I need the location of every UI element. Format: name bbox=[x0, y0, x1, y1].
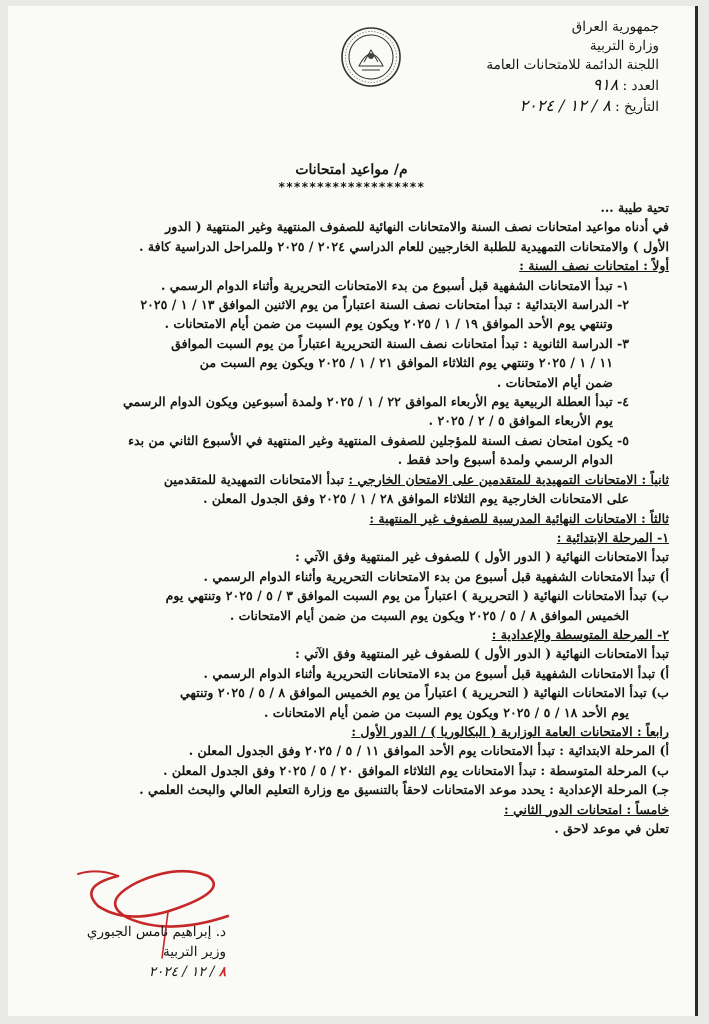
intro-line-1: في أدناه مواعيد امتحانات نصف السنة والامتحانات النهائية للصفوف المنتهية وغير المنتهية ( الدور bbox=[165, 219, 669, 235]
header-ministry: وزارة التربية bbox=[589, 38, 659, 54]
date-value: ٨ / ١٢ / ٢٠٢٤ bbox=[519, 96, 611, 115]
ministry-seal-icon bbox=[340, 26, 402, 88]
signature-block bbox=[76, 922, 226, 982]
section-3-1-a: أ) تبدأ الامتحانات الشفهية قبل أسبوع من بدء الامتحانات التحريرية وأثناء الدوام الرسمي . bbox=[203, 568, 669, 584]
section-2-line-1 bbox=[28, 470, 669, 489]
section-2-line-2: على الامتحانات الخارجية يوم الثلاثاء الموافق ٢٨ / ١ / ٢٠٢٥ وفق الجدول المعلن . bbox=[203, 491, 629, 507]
header-date bbox=[486, 96, 659, 117]
section-2-text: تبدأ الامتحانات التمهيدية للمتقدمين bbox=[163, 471, 344, 487]
section-1-item-4a: ٤- تبدأ العطلة الربيعية يوم الأربعاء الموافق ٢٢ / ١ / ٢٠٢٥ ولمدة أسبوعين ويكون الدوام الرسمي bbox=[123, 394, 629, 410]
header-committee: اللجنة الدائمة للامتحانات العامة bbox=[486, 57, 659, 73]
intro-line-2: الأول ) والامتحانات التمهيدية للطلبة الخارجيين للعام الدراسي ٢٠٢٤ / ٢٠٢٥ وللمراحل الدراسية كافة . bbox=[139, 238, 669, 254]
section-1-item-4b: يوم الأربعاء الموافق ٥ / ٢ / ٢٠٢٥ . bbox=[428, 413, 613, 429]
subject-title: م/ مواعيد امتحانات bbox=[295, 162, 408, 178]
document-page bbox=[8, 6, 698, 1016]
section-3-1-title: ١- المرحلة الابتدائية : bbox=[556, 529, 669, 545]
date-label: التأريخ : bbox=[615, 99, 659, 115]
section-3-2-intro: تبدأ الامتحانات النهائية ( الدور الأول ) للصفوف غير المنتهية وفق الآتي : bbox=[295, 646, 669, 662]
section-3-2-a: أ) تبدأ الامتحانات الشفهية قبل أسبوع من بدء الامتحانات التحريرية وأثناء الدوام الرسمي . bbox=[203, 665, 669, 681]
section-3-2-b1: ب) تبدأ الامتحانات النهائية ( التحريرية ) اعتباراً من يوم الخميس الموافق ٨ / ٥ / ٢٠٢٥ وتنتهي bbox=[179, 685, 669, 701]
letter-body bbox=[28, 198, 669, 838]
greeting: تحية طيبة ... bbox=[600, 200, 669, 215]
section-1-title: أولاً : امتحانات نصف السنة : bbox=[519, 258, 669, 274]
signer-name: د. إبراهيم نامس الجبوري bbox=[86, 924, 226, 940]
section-1-item-5a: ٥- يكون امتحان نصف السنة للمؤجلين للصفوف المنتهية وغير المنتهية في الأسبوع الثاني من بدء bbox=[128, 432, 629, 448]
header-country: جمهورية العراق bbox=[571, 19, 659, 35]
section-1-item-5b: الدوام الرسمي ولمدة أسبوع واحد فقط . bbox=[397, 452, 613, 468]
section-3-1-b2: الخميس الموافق ٨ / ٥ / ٢٠٢٥ ويكون يوم السبت من ضمن أيام الامتحانات . bbox=[229, 607, 629, 623]
section-4-title: رابعاً : الامتحانات العامة الوزارية ( البكالوريا ) / الدور الأول : bbox=[351, 723, 669, 739]
subject-stars: ******************* bbox=[278, 180, 425, 194]
signer-title: وزير التربية bbox=[163, 944, 226, 960]
section-5-title: خامساً : امتحانات الدور الثاني : bbox=[504, 801, 669, 817]
section-3-1-b1: ب) تبدأ الامتحانات النهائية ( التحريرية ) اعتباراً من يوم السبت الموافق ٣ / ٥ / ٢٠٢٥ وتنتهي يوم bbox=[165, 588, 669, 604]
number-label: العدد : bbox=[622, 78, 659, 94]
section-1-item-2a: ٢- الدراسة الابتدائية : تبدأ امتحانات نصف السنة اعتباراً من يوم الاثنين الموافق ١٣ / ١ / ٢٠٢٥ bbox=[140, 297, 629, 313]
section-1-item-2b: وتنتهي يوم الأحد الموافق ١٩ / ١ / ٢٠٢٥ ويكون يوم السبت من ضمن أيام الامتحانات . bbox=[164, 316, 613, 332]
section-3-2-title: ٢- المرحلة المتوسطة والإعدادية : bbox=[491, 626, 669, 642]
signature-date-day: ٨ bbox=[218, 964, 226, 980]
section-4-b: ب) المرحلة المتوسطة : تبدأ الامتحانات يوم الثلاثاء الموافق ٢٠ / ٥ / ٢٠٢٥ وفق الجدول المعلن . bbox=[163, 762, 669, 778]
section-4-a: أ) المرحلة الابتدائية : تبدأ الامتحانات يوم الأحد الموافق ١١ / ٥ / ٢٠٢٥ وفق الجدول المعلن . bbox=[188, 743, 669, 759]
header-number bbox=[486, 75, 659, 96]
section-4-c: جـ) المرحلة الإعدادية : يحدد موعد الامتحانات لاحقاً بالتنسيق مع وزارة التعليم العالي والبحث العلمي . bbox=[139, 782, 669, 798]
section-1-item-3c: ضمن أيام الامتحانات . bbox=[496, 374, 613, 390]
section-1-item-1: ١- تبدأ الامتحانات الشفهية قبل أسبوع من بدء الامتحانات التحريرية وأثناء الدوام الرسمي . bbox=[161, 277, 629, 293]
signature-date-rest: / ١٢ / ٢٠٢٤ bbox=[148, 964, 215, 980]
section-1-item-3b: ١١ / ١ / ٢٠٢٥ وتنتهي يوم الثلاثاء الموافق ٢١ / ١ / ٢٠٢٥ ويكون يوم السبت من bbox=[199, 355, 613, 371]
section-5-text: تعلن في موعد لاحق . bbox=[554, 821, 669, 836]
section-3-2-b2: يوم الأحد ١٨ / ٥ / ٢٠٢٥ ويكون يوم السبت من ضمن أيام الامتحانات . bbox=[264, 704, 629, 720]
section-1-item-3a: ٣- الدراسة الثانوية : تبدأ امتحانات نصف السنة التحريرية اعتباراً من يوم السبت الموافق bbox=[171, 335, 629, 351]
number-value: ٩١٨ bbox=[592, 75, 619, 94]
section-3-1-intro: تبدأ الامتحانات النهائية ( الدور الأول ) للصفوف غير المنتهية وفق الآتي : bbox=[295, 549, 669, 565]
signature-date bbox=[76, 962, 226, 982]
section-3-title: ثالثاً : الامتحانات النهائية المدرسية للصفوف غير المنتهية : bbox=[369, 510, 669, 526]
section-2-title: ثانياً : الامتحانات التمهيدية للمتقدمين على الامتحان الخارجي : bbox=[348, 471, 669, 487]
letterhead bbox=[486, 18, 659, 117]
